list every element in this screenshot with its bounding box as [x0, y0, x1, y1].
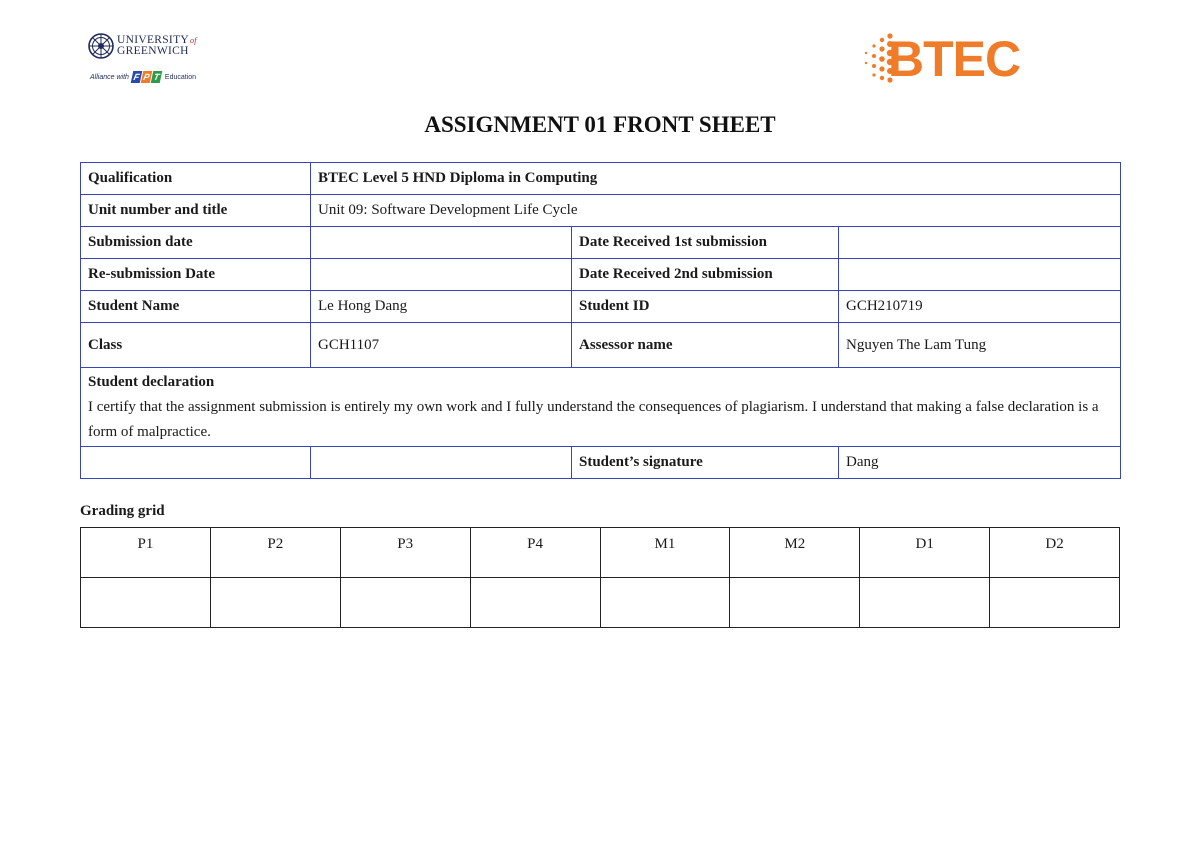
unit-row: [81, 195, 1121, 227]
date-received-2-label: Date Received 2nd submission: [572, 259, 839, 291]
resubmission-date-row: [81, 259, 1121, 291]
front-sheet-table: [80, 162, 1121, 479]
signature-blank-cell-1: [81, 447, 311, 479]
grade-value-m1: [600, 578, 730, 628]
grade-header-m2: M2: [730, 528, 860, 578]
declaration-row: [81, 368, 1121, 447]
fpt-letter-f: F: [132, 72, 141, 82]
grade-value-p4: [470, 578, 600, 628]
page-title: ASSIGNMENT 01 FRONT SHEET: [424, 112, 776, 137]
date-received-1-value: [839, 227, 1121, 259]
resubmission-date-label: Re-submission Date: [81, 259, 311, 291]
student-name-label: Student Name: [81, 291, 311, 323]
signature-row: [81, 447, 1121, 479]
date-received-2-value: [839, 259, 1121, 291]
grade-value-p1: [81, 578, 211, 628]
grading-grid-table: [80, 527, 1120, 628]
signature-value: Dang: [839, 447, 1121, 479]
btec-wordmark: BTEC: [888, 31, 1021, 87]
qualification-label: Qualification: [81, 163, 311, 195]
greenwich-word: GREENWICH: [117, 45, 189, 57]
signature-label: Student’s signature: [572, 447, 839, 479]
declaration-title: Student declaration: [88, 374, 215, 390]
grade-header-m1: M1: [600, 528, 730, 578]
grade-header-p2: P2: [210, 528, 340, 578]
fpt-logo: [132, 71, 162, 83]
declaration-text: I certify that the assignment submission is entirely my own work and I fully understand the consequences of plagiarism. I understand that making a false declaration is a form of malpractice.: [88, 399, 1099, 440]
alliance-text: Alliance with: [90, 73, 129, 81]
class-value: GCH1107: [311, 323, 572, 368]
of-word: of: [190, 36, 197, 45]
university-word: UNIVERSITY: [117, 34, 189, 46]
grade-header-d1: D1: [860, 528, 990, 578]
signature-blank-cell-2: [311, 447, 572, 479]
assessor-label: Assessor name: [572, 323, 839, 368]
submission-date-label: Submission date: [81, 227, 311, 259]
class-label: Class: [81, 323, 311, 368]
grade-value-d1: [860, 578, 990, 628]
grading-value-row: [81, 578, 1120, 628]
university-of-greenwich-logo: [88, 31, 218, 91]
grade-value-d2: [990, 578, 1120, 628]
grade-header-p3: P3: [340, 528, 470, 578]
grading-grid-label: Grading grid: [80, 503, 165, 519]
unit-value: Unit 09: Software Development Life Cycle: [311, 195, 1121, 227]
btec-logo: [860, 32, 1035, 86]
grade-header-p4: P4: [470, 528, 600, 578]
declaration-cell: [81, 368, 1121, 447]
student-id-value: GCH210719: [839, 291, 1121, 323]
submission-date-value: [311, 227, 572, 259]
grade-value-m2: [730, 578, 860, 628]
student-name-row: [81, 291, 1121, 323]
submission-date-row: [81, 227, 1121, 259]
grade-value-p2: [210, 578, 340, 628]
date-received-1-label: Date Received 1st submission: [572, 227, 839, 259]
university-seal-icon: [88, 33, 114, 59]
fpt-letter-t: T: [152, 72, 161, 82]
grade-header-d2: D2: [990, 528, 1120, 578]
assessor-value: Nguyen The Lam Tung: [839, 323, 1121, 368]
fpt-letter-p: P: [142, 72, 151, 82]
student-id-label: Student ID: [572, 291, 839, 323]
qualification-value: BTEC Level 5 HND Diploma in Computing: [311, 163, 1121, 195]
qualification-row: [81, 163, 1121, 195]
resubmission-date-value: [311, 259, 572, 291]
class-row: [81, 323, 1121, 368]
unit-label: Unit number and title: [81, 195, 311, 227]
grade-value-p3: [340, 578, 470, 628]
grading-header-row: [81, 528, 1120, 578]
education-text: Education: [164, 73, 197, 81]
grade-header-p1: P1: [81, 528, 211, 578]
student-name-value: Le Hong Dang: [311, 291, 572, 323]
